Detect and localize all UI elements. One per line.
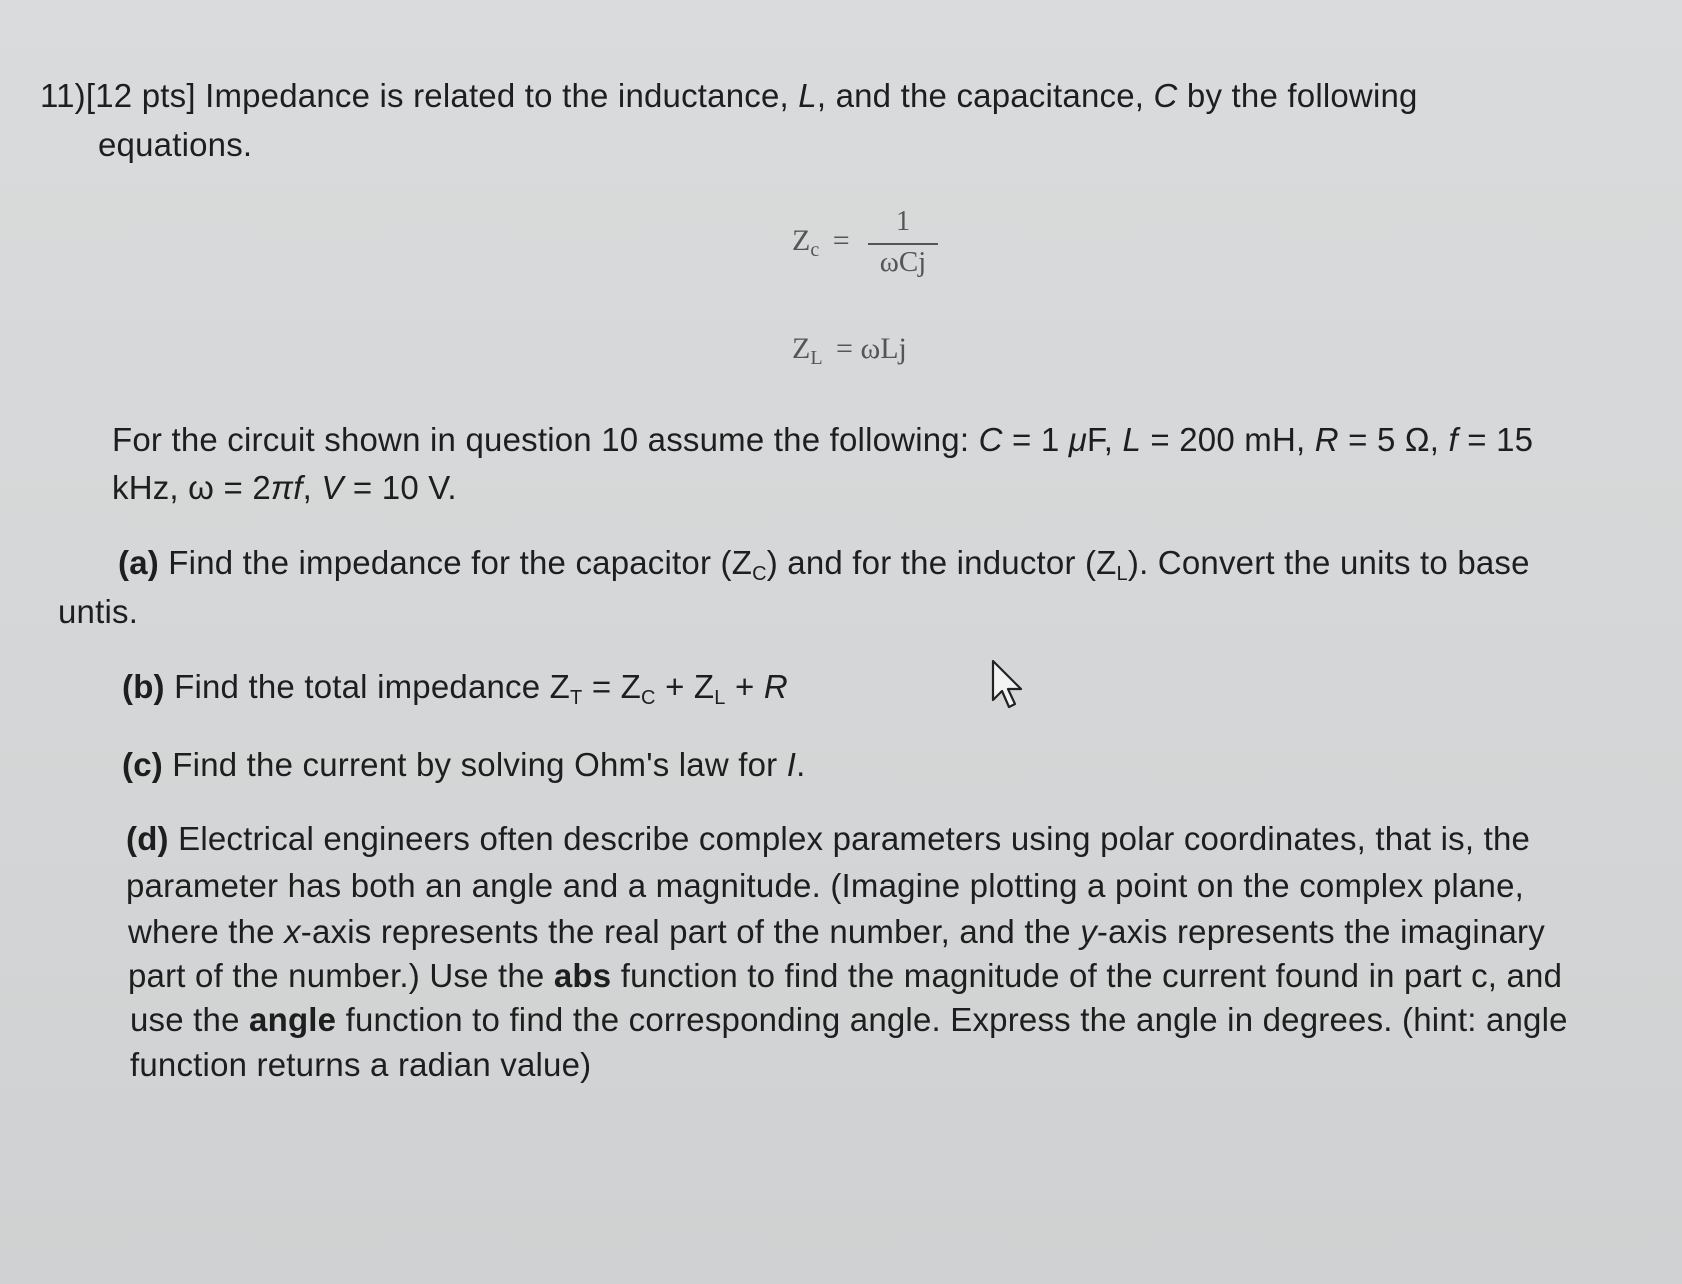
part-c-line	[122, 745, 806, 785]
abs-keyword: abs	[553, 957, 612, 994]
part-a-text: untis.	[58, 593, 139, 630]
var-C: C	[978, 421, 1003, 458]
zl-subscript: L	[810, 347, 823, 369]
part-a-text: ). Convert the units to base	[1127, 544, 1530, 581]
given-text: For the circuit shown in question 10 assume the following:	[112, 421, 979, 458]
question-points: [12 pts]	[85, 77, 196, 114]
given-text: kHz, ω = 2	[112, 469, 271, 506]
question-intro-text: , and the capacitance,	[816, 77, 1154, 114]
part-c-label: (c)	[122, 746, 163, 783]
part-d-text: Electrical engineers often describe complex parameters using polar coordinates, that is, the	[168, 820, 1531, 857]
var-V: V	[321, 469, 344, 506]
zl-rhs: = ωLj	[836, 332, 907, 365]
part-d-line-3	[128, 912, 1545, 952]
zc-symbol: Z	[792, 224, 811, 257]
given-text: = 200 mH,	[1141, 421, 1315, 458]
part-a-label: (a)	[118, 544, 159, 581]
part-d-label: (d)	[126, 820, 169, 857]
given-text: = 1	[1002, 421, 1069, 458]
part-b-label: (b)	[122, 668, 165, 705]
var-L: L	[798, 77, 817, 114]
zl-symbol: Z	[792, 332, 811, 365]
part-d-text: parameter has both an angle and a magnitude. (Imagine plotting a point on the complex plane,	[126, 867, 1524, 904]
part-d-line-4	[128, 956, 1562, 996]
zc-lhs	[792, 224, 850, 262]
part-b-line	[122, 667, 788, 718]
part-a-line-2	[58, 592, 138, 632]
mouse-pointer-icon	[990, 658, 1030, 712]
given-text: = 10 V.	[343, 469, 457, 506]
question-intro-line-2	[98, 125, 252, 165]
zc-equals: =	[832, 224, 850, 257]
zc-fraction-bar	[868, 243, 938, 245]
zc-subscript: c	[810, 239, 820, 261]
micro-symbol: μ	[1068, 421, 1088, 458]
var-R: R	[1314, 421, 1339, 458]
zt-subscript: T	[570, 687, 583, 709]
part-a-line-1	[118, 543, 1530, 594]
part-a-text: Find the impedance for the capacitor (Z	[158, 544, 753, 581]
var-f: f	[1448, 421, 1458, 458]
zl-subscript: L	[1116, 563, 1128, 585]
given-text: F,	[1087, 421, 1123, 458]
part-c-text: .	[796, 746, 806, 783]
part-a-text: ) and for the inductor (Z	[766, 544, 1117, 581]
part-b-text: +	[725, 668, 764, 705]
part-d-line-5	[130, 1000, 1568, 1040]
given-text: = 15	[1457, 421, 1534, 458]
given-text: ,	[302, 469, 322, 506]
zc-numerator: 1	[896, 206, 910, 237]
question-intro-line-1	[40, 76, 1418, 116]
question-intro-text: equations.	[98, 126, 253, 163]
equation-zl	[792, 332, 907, 370]
zc-subscript: C	[641, 687, 656, 709]
given-line-2	[112, 468, 457, 508]
given-text: = 5 Ω,	[1338, 421, 1449, 458]
part-d-text: use the	[130, 1001, 250, 1038]
part-b-text: = Z	[582, 668, 642, 705]
part-d-text: where the	[128, 913, 285, 950]
zc-subscript: C	[752, 563, 767, 585]
var-I: I	[786, 746, 797, 783]
var-y: y	[1080, 913, 1097, 950]
angle-keyword: angle	[249, 1001, 337, 1038]
part-d-text: function to find the corresponding angle. Express the angle in degrees. (hint: angle	[336, 1001, 1568, 1038]
part-d-text: -axis represents the imaginary	[1096, 913, 1545, 950]
part-d-text: part of the number.) Use the	[128, 957, 554, 994]
zl-subscript: L	[714, 687, 726, 709]
part-d-text: -axis represents the real part of the number, and the	[300, 913, 1081, 950]
var-C: C	[1153, 77, 1178, 114]
part-b-text: + Z	[655, 668, 715, 705]
part-d-line-1	[126, 819, 1530, 859]
var-L: L	[1122, 421, 1142, 458]
part-c-text: Find the current by solving Ohm's law for	[162, 746, 787, 783]
part-d-text: function to find the magnitude of the current found in part c, and	[611, 957, 1563, 994]
var-R: R	[763, 668, 788, 705]
var-pif: πf	[270, 469, 303, 506]
given-line-1	[112, 420, 1533, 460]
part-d-text: function returns a radian value)	[130, 1046, 592, 1083]
part-b-text: Find the total impedance Z	[164, 668, 571, 705]
var-x: x	[284, 913, 301, 950]
zc-denominator: ωCj	[879, 246, 927, 278]
question-intro-text: by the following	[1177, 77, 1418, 114]
part-d-line-2	[126, 866, 1524, 906]
question-intro-text: Impedance is related to the inductance,	[195, 77, 799, 114]
part-d-line-6	[130, 1045, 591, 1085]
question-number: 11)	[40, 77, 86, 114]
